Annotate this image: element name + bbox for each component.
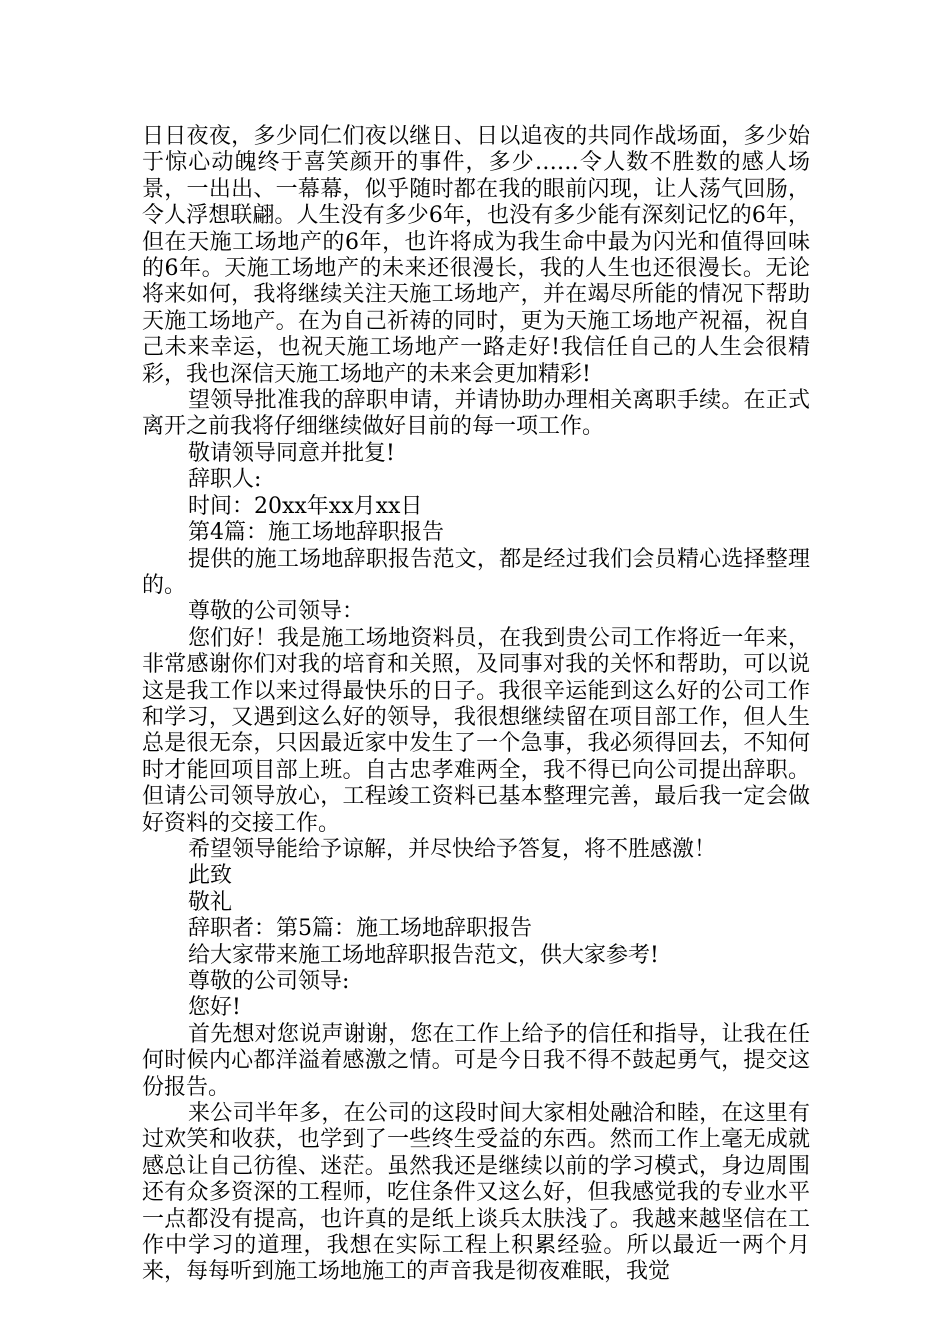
paragraph: 望领导批准我的辞职申请，并请协助办理相关离职手续。在正式离开之前我将仔细继续做好目前的每一项工作。 — [142, 388, 810, 440]
section-heading: 辞职者：第5篇：施工场地辞职报告 — [188, 916, 532, 942]
date-line: 时间：20xx年xx月xx日 — [188, 493, 423, 519]
paragraph: 您们好！我是施工场地资料员，在我到贵公司工作将近一年来，非常感谢你们对我的培育和关照，及同事对我的关怀和帮助，可以说这是我工作以来过得最快乐的日子。我很辛运能到这么好的公司工作和学习，又遇到这么好的领导，我很想继续留在项目部工作，但人生总是很无奈，只因最近家中发生了一个急事，我必须得回去，不知何时才能回项目部上班。自古忠孝难两全，我不得已向公司提出辞职。但请公司领导放心，工程竣工资料已基本整理完善，最后我一定会做好资料的交接工作。 — [142, 625, 810, 836]
paragraph: 敬请领导同意并批复! — [188, 440, 395, 466]
document-body — [142, 124, 810, 1286]
paragraph: 给大家带来施工场地辞职报告范文，供大家参考! — [188, 942, 659, 968]
salutation: 尊敬的公司领导： — [188, 599, 365, 625]
greeting: 您好! — [188, 995, 241, 1021]
paragraph: 提供的施工场地辞职报告范文，都是经过我们会员精心选择整理的。 — [142, 546, 810, 598]
paragraph: 日日夜夜，多少同仁们夜以继日、日以追夜的共同作战场面，多少始于惊心动魄终于喜笑颜开的事件，多少……令人数不胜数的感人场景，一出出、一幕幕，似乎随时都在我的眼前闪现，让人荡气回肠，令人浮想联翩。人生没有多少6年，也没有多少能有深刻记忆的6年，但在天施工场地产的6年，也许将成为我生命中最为闪光和值得回味的6年。天施工场地产的未来还很漫长，我的人生也还很漫长。无论将来如何，我将继续关注天施工场地产，并在竭尽所能的情况下帮助天施工场地产。在为自己祈祷的同时，更为天施工场地产祝福，祝自己未来幸运，也祝天施工场地产一路走好!我信任自己的人生会很精彩，我也深信天施工场地产的未来会更加精彩! — [142, 124, 810, 387]
closing: 敬礼 — [188, 889, 233, 915]
paragraph: 首先想对您说声谢谢，您在工作上给予的信任和指导，让我在任何时候内心都洋溢着感激之情。可是今日我不得不鼓起勇气，提交这份报告。 — [142, 1021, 810, 1100]
section-heading: 第4篇：施工场地辞职报告 — [188, 520, 444, 546]
paragraph: 来公司半年多，在公司的这段时间大家相处融洽和睦，在这里有过欢笑和收获，也学到了一些终生受益的东西。然而工作上毫无成就感总让自己彷徨、迷茫。虽然我还是继续以前的学习模式，身边周围还有众多资深的工程师，吃住条件又这么好，但我感觉我的专业水平一点都没有提高，也许真的是纸上谈兵太肤浅了。我越来越坚信在工作中学习的道理，我想在实际工程上积累经验。所以最近一两个月来，每每听到施工场地施工的声音我是彻夜难眠，我觉 — [142, 1101, 810, 1285]
closing: 此致 — [188, 863, 233, 889]
paragraph: 希望领导能给予谅解，并尽快给予答复，将不胜感激！ — [188, 836, 717, 862]
salutation: 尊敬的公司领导: — [188, 969, 350, 994]
signature-line: 辞职人: — [188, 467, 262, 493]
